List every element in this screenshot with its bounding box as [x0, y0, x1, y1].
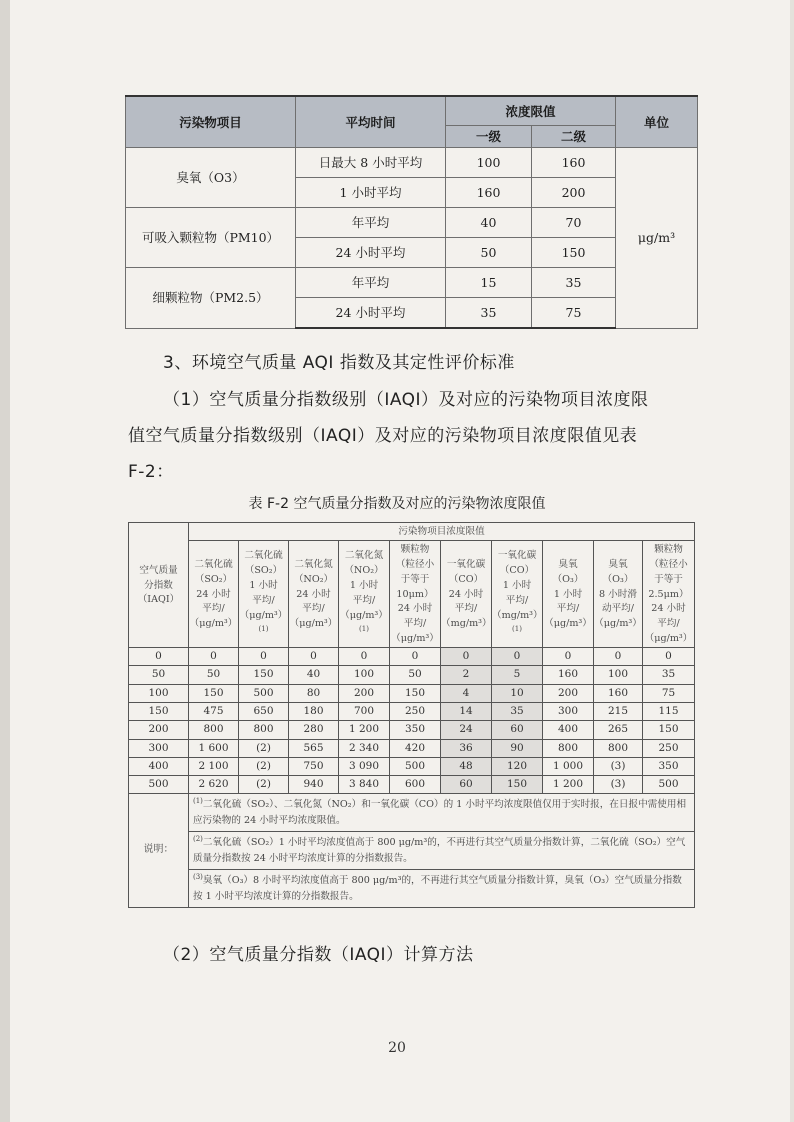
limit-value: 5: [492, 666, 543, 684]
limit-value: 0: [643, 648, 695, 666]
paragraph-line: 值空气质量分指数级别（IAQI）及对应的污染物项目浓度限值见表: [128, 426, 638, 446]
limit-value: 600: [390, 776, 441, 794]
iaqi-value: 0: [129, 648, 189, 666]
limit-value: 50: [189, 666, 239, 684]
limit-value: 250: [390, 702, 441, 720]
limit-value: 10: [492, 684, 543, 702]
limit-value: 0: [339, 648, 390, 666]
table-row: [126, 268, 698, 298]
limit-value: 940: [289, 776, 339, 794]
limit-value: 160: [543, 666, 594, 684]
limit-value: 300: [543, 702, 594, 720]
column-header-row: [129, 541, 695, 648]
note-1: $^{(1)}$二氧化硫（SO₂）、二氧化氮（NO₂）和一氧化碳（CO）的 1 小时平均浓度限值仅用于实时报，在日报中需使用相应污染物的 24 小时平均浓度限值。: [189, 794, 695, 832]
iaqi-table: [128, 522, 695, 908]
paragraph-line: F-2：: [128, 462, 174, 482]
limit-value: 180: [289, 702, 339, 720]
grade1-value: 100: [446, 148, 532, 178]
pollutant-name: 可吸入颗粒物（PM10）: [126, 208, 296, 268]
notes-label: 说明：: [129, 794, 189, 908]
limit-value: 115: [643, 702, 695, 720]
header-grade1: 一级: [446, 126, 532, 148]
averaging-time: 年平均: [296, 208, 446, 238]
averaging-time: 年平均: [296, 268, 446, 298]
grade1-value: 15: [446, 268, 532, 298]
column-header: 臭氧（O₃） 8 小时滑 动平均/ （μg/m³）: [594, 541, 643, 648]
header-unit: 单位: [616, 96, 698, 148]
scan-edge-left: [0, 0, 10, 1122]
limit-value: 2 100: [189, 757, 239, 775]
limit-value: 150: [239, 666, 289, 684]
limit-value: 500: [239, 684, 289, 702]
limit-value: 80: [289, 684, 339, 702]
limit-value: 48: [441, 757, 492, 775]
limit-value: 500: [390, 757, 441, 775]
iaqi-value: 150: [129, 702, 189, 720]
limit-value: 565: [289, 739, 339, 757]
table-row: [129, 684, 695, 702]
grade2-value: 75: [532, 298, 616, 329]
limit-value: 0: [189, 648, 239, 666]
averaging-time: 1 小时平均: [296, 178, 446, 208]
limit-value: 475: [189, 702, 239, 720]
limit-value: 150: [390, 684, 441, 702]
limit-value: 215: [594, 702, 643, 720]
grade2-value: 70: [532, 208, 616, 238]
grade1-value: 50: [446, 238, 532, 268]
iaqi-value: 100: [129, 684, 189, 702]
limit-value: 2 340: [339, 739, 390, 757]
limit-value: 4: [441, 684, 492, 702]
table-row: [126, 148, 698, 178]
grade2-value: 160: [532, 148, 616, 178]
grade2-value: 35: [532, 268, 616, 298]
limit-value: 1 600: [189, 739, 239, 757]
page-number: 20: [388, 1040, 406, 1056]
limit-value: 1 200: [339, 721, 390, 739]
limit-value: 60: [492, 721, 543, 739]
column-header: 二氧化硫 （SO₂） 1 小时 平均/ $(\mu g/m^3)^{(1)}$: [239, 541, 289, 648]
limit-value: 200: [339, 684, 390, 702]
limit-value: 800: [189, 721, 239, 739]
table-row: [129, 776, 695, 794]
table-row: [129, 666, 695, 684]
iaqi-value: 300: [129, 739, 189, 757]
limit-value: 3 090: [339, 757, 390, 775]
iaqi-value: 400: [129, 757, 189, 775]
subsection-heading: （2）空气质量分指数（IAQI）计算方法: [163, 945, 474, 965]
limit-value: (3): [594, 757, 643, 775]
table-row: [129, 648, 695, 666]
column-header: 颗粒物 （粒径小 于等于 2.5μm） 24 小时 平均/ （μg/m³）: [643, 541, 695, 648]
pollutant-name: 臭氧（O3）: [126, 148, 296, 208]
limit-value: 1 200: [543, 776, 594, 794]
limit-value: 420: [390, 739, 441, 757]
limit-value: 100: [339, 666, 390, 684]
limit-value: 50: [390, 666, 441, 684]
section-heading: 3、环境空气质量 AQI 指数及其定性评价标准: [163, 353, 515, 373]
limit-value: 0: [390, 648, 441, 666]
column-header: 一氧化碳 （CO） 1 小时 平均/ $(mg/m^3)^{(1)}$: [492, 541, 543, 648]
limit-value: (2): [239, 757, 289, 775]
table-caption: 表 F-2 空气质量分指数及对应的污染物浓度限值: [248, 496, 546, 512]
unit-value: μg/m³: [616, 148, 698, 329]
limit-value: 350: [643, 757, 695, 775]
limit-value: 2 620: [189, 776, 239, 794]
paragraph-line: （1）空气质量分指数级别（IAQI）及对应的污染物项目浓度限: [163, 390, 649, 410]
table-row: [129, 739, 695, 757]
table-row: [126, 208, 698, 238]
limit-value: 500: [643, 776, 695, 794]
column-header: 一氧化碳 （CO） 24 小时 平均/ （mg/m³）: [441, 541, 492, 648]
limit-value: 650: [239, 702, 289, 720]
note-2: $^{(2)}$二氧化硫（SO₂）1 小时平均浓度值高于 800 μg/m³的，不再进行其空气质量分指数计算，二氧化硫（SO₂）空气质量分指数按 24 小时平均浓度计算的分指数报告。: [189, 832, 695, 870]
note-3: $^{(3)}$臭氧（O₃）8 小时平均浓度值高于 800 μg/m³的，不再进行其空气质量分指数计算，臭氧（O₃）空气质量分指数按 1 小时平均浓度计算的分指数报告。: [189, 870, 695, 908]
pollutant-name: 细颗粒物（PM2.5）: [126, 268, 296, 329]
limit-value: 40: [289, 666, 339, 684]
limit-value: 350: [390, 721, 441, 739]
limit-value: 0: [441, 648, 492, 666]
limit-value: 160: [594, 684, 643, 702]
limit-value: 265: [594, 721, 643, 739]
limit-value: (2): [239, 739, 289, 757]
grade1-value: 35: [446, 298, 532, 329]
limit-value: (3): [594, 776, 643, 794]
table-row: [129, 702, 695, 720]
limit-value: 0: [239, 648, 289, 666]
limit-value: 280: [289, 721, 339, 739]
averaging-time: 24 小时平均: [296, 238, 446, 268]
iaqi-value: 500: [129, 776, 189, 794]
limit-value: 36: [441, 739, 492, 757]
limit-value: 150: [189, 684, 239, 702]
header-group: 污染物项目浓度限值: [189, 523, 695, 541]
limit-value: 800: [239, 721, 289, 739]
limit-value: 120: [492, 757, 543, 775]
grade2-value: 200: [532, 178, 616, 208]
limit-value: 24: [441, 721, 492, 739]
column-header: 二氧化氮 （NO₂） 24 小时 平均/ （μg/m³）: [289, 541, 339, 648]
limit-value: 0: [492, 648, 543, 666]
limit-value: 3 840: [339, 776, 390, 794]
header-iaqi: 空气质量 分指数 （IAQI）: [129, 523, 189, 648]
limit-value: 150: [492, 776, 543, 794]
column-header: 二氧化硫 （SO₂） 24 小时 平均/ （μg/m³）: [189, 541, 239, 648]
grade2-value: 150: [532, 238, 616, 268]
limit-value: 75: [643, 684, 695, 702]
limit-value: 800: [543, 739, 594, 757]
limit-value: 0: [289, 648, 339, 666]
pollutant-limit-table: [125, 95, 698, 329]
limit-value: 250: [643, 739, 695, 757]
header-pollutant: 污染物项目: [126, 96, 296, 148]
scan-edge-right: [790, 0, 794, 1122]
limit-value: 200: [543, 684, 594, 702]
limit-value: 35: [492, 702, 543, 720]
limit-value: 700: [339, 702, 390, 720]
iaqi-value: 200: [129, 721, 189, 739]
limit-value: 0: [543, 648, 594, 666]
limit-value: 400: [543, 721, 594, 739]
averaging-time: 24 小时平均: [296, 298, 446, 329]
header-grade2: 二级: [532, 126, 616, 148]
header-averaging-time: 平均时间: [296, 96, 446, 148]
limit-value: 90: [492, 739, 543, 757]
limit-value: 14: [441, 702, 492, 720]
limit-value: 60: [441, 776, 492, 794]
table-row: [129, 757, 695, 775]
limit-value: 750: [289, 757, 339, 775]
column-header: 臭氧（O₃） 1 小时 平均/ （μg/m³）: [543, 541, 594, 648]
limit-value: (2): [239, 776, 289, 794]
limit-value: 0: [594, 648, 643, 666]
limit-value: 150: [643, 721, 695, 739]
limit-value: 800: [594, 739, 643, 757]
averaging-time: 日最大 8 小时平均: [296, 148, 446, 178]
limit-value: 2: [441, 666, 492, 684]
limit-value: 1 000: [543, 757, 594, 775]
grade1-value: 160: [446, 178, 532, 208]
iaqi-value: 50: [129, 666, 189, 684]
grade1-value: 40: [446, 208, 532, 238]
table-row: [129, 721, 695, 739]
limit-value: 100: [594, 666, 643, 684]
column-header: 颗粒物 （粒径小 于等于 10μm） 24 小时 平均/ （μg/m³）: [390, 541, 441, 648]
column-header: 二氧化氮 （NO₂） 1 小时 平均/ $(\mu g/m^3)^{(1)}$: [339, 541, 390, 648]
header-limit: 浓度限值: [446, 96, 616, 126]
limit-value: 35: [643, 666, 695, 684]
